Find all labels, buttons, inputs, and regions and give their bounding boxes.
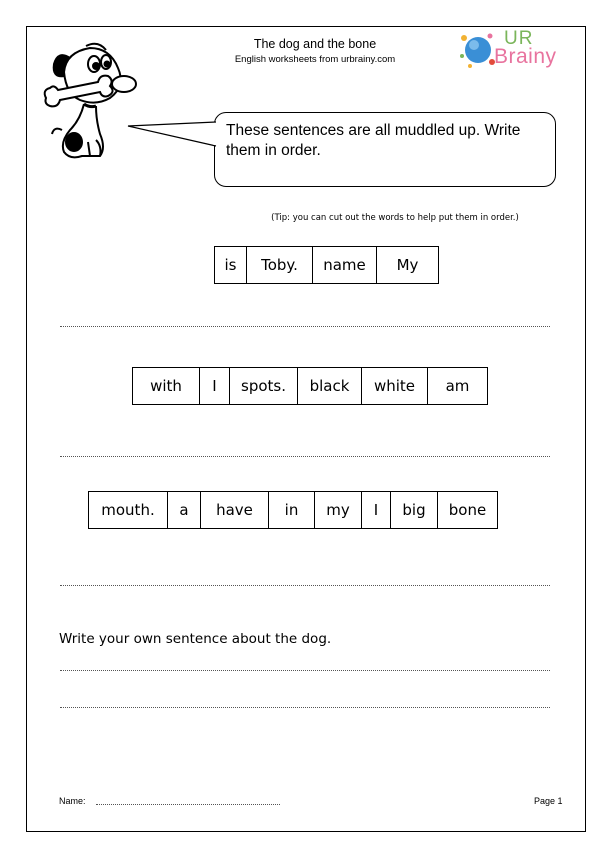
word-card[interactable]: big (391, 492, 438, 528)
word-card[interactable]: white (362, 368, 428, 404)
word-card[interactable]: I (362, 492, 391, 528)
word-card[interactable]: name (313, 247, 377, 283)
tip-text: (Tip: you can cut out the words to help put them in order.) (271, 213, 519, 223)
answer-line-1[interactable] (60, 326, 550, 327)
name-field[interactable] (96, 804, 280, 805)
word-card[interactable]: my (315, 492, 362, 528)
answer-line-3[interactable] (60, 585, 550, 586)
worksheet-subtitle: English worksheets from urbrainy.com (234, 54, 396, 65)
name-label: Name: (59, 796, 86, 806)
speech-bubble-pointer (0, 0, 606, 200)
page-number: Page 1 (534, 796, 563, 806)
instructions-text: These sentences are all muddled up. Write them in order. (226, 122, 521, 159)
own-sentence-prompt: Write your own sentence about the dog. (59, 631, 332, 647)
word-card[interactable]: My (377, 247, 439, 283)
word-card[interactable]: I (200, 368, 230, 404)
word-row-3 (88, 491, 498, 529)
word-card[interactable]: in (269, 492, 315, 528)
logo-text-ur: UR (504, 28, 534, 49)
word-card[interactable]: a (168, 492, 201, 528)
word-card[interactable]: mouth. (89, 492, 168, 528)
word-card[interactable]: black (298, 368, 362, 404)
logo-text-brainy: Brainy (494, 45, 557, 68)
answer-line-2[interactable] (60, 456, 550, 457)
word-card[interactable]: bone (438, 492, 498, 528)
worksheet-title: The dog and the bone (253, 37, 377, 51)
word-card[interactable]: have (201, 492, 269, 528)
word-card[interactable]: spots. (230, 368, 298, 404)
word-card[interactable]: Toby. (247, 247, 313, 283)
word-card[interactable]: is (215, 247, 247, 283)
own-sentence-line-2[interactable] (60, 707, 550, 708)
own-sentence-line-1[interactable] (60, 670, 550, 671)
word-row-2 (132, 367, 488, 405)
word-row-1 (214, 246, 439, 284)
word-card[interactable]: am (428, 368, 488, 404)
word-card[interactable]: with (133, 368, 200, 404)
